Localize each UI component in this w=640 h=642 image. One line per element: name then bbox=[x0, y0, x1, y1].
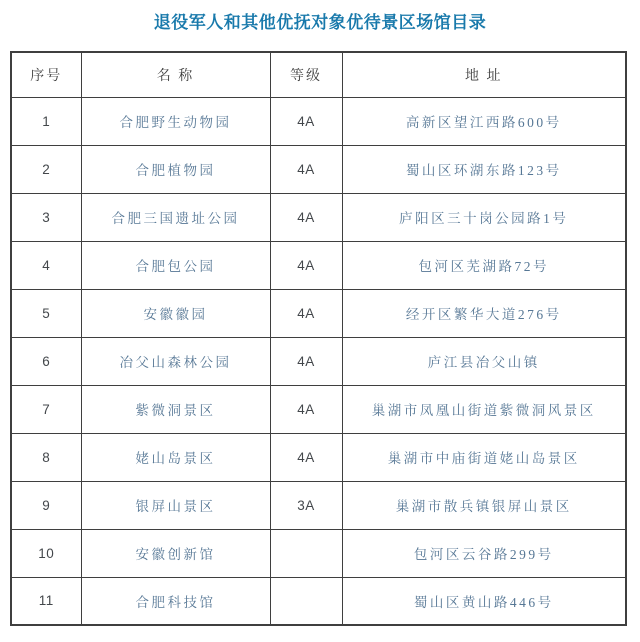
header-grade: 等级 bbox=[270, 52, 342, 97]
cell-address: 蜀山区黄山路446号 bbox=[342, 577, 626, 625]
cell-grade: 4A bbox=[270, 337, 342, 385]
cell-name: 合肥植物园 bbox=[81, 145, 270, 193]
cell-no: 3 bbox=[11, 193, 81, 241]
table-row bbox=[11, 577, 626, 625]
table-row bbox=[11, 145, 626, 193]
cell-grade: 4A bbox=[270, 385, 342, 433]
cell-address: 高新区望江西路600号 bbox=[342, 97, 626, 145]
header-address: 地 址 bbox=[342, 52, 626, 97]
cell-no: 8 bbox=[11, 433, 81, 481]
cell-name: 安徽创新馆 bbox=[81, 529, 270, 577]
cell-name: 银屏山景区 bbox=[81, 481, 270, 529]
directory-table bbox=[10, 51, 627, 626]
cell-no: 2 bbox=[11, 145, 81, 193]
table-row bbox=[11, 97, 626, 145]
cell-name: 紫微洞景区 bbox=[81, 385, 270, 433]
cell-address: 包河区云谷路299号 bbox=[342, 529, 626, 577]
cell-name: 安徽徽园 bbox=[81, 289, 270, 337]
cell-grade: 4A bbox=[270, 145, 342, 193]
table-row bbox=[11, 385, 626, 433]
cell-no: 7 bbox=[11, 385, 81, 433]
page-title: 退役军人和其他优抚对象优待景区场馆目录 bbox=[153, 13, 487, 32]
cell-grade: 4A bbox=[270, 289, 342, 337]
table-body bbox=[11, 97, 626, 625]
cell-name: 合肥野生动物园 bbox=[81, 97, 270, 145]
header-name: 名 称 bbox=[81, 52, 270, 97]
cell-grade: 4A bbox=[270, 241, 342, 289]
cell-name: 冶父山森林公园 bbox=[81, 337, 270, 385]
cell-grade bbox=[270, 529, 342, 577]
table-row bbox=[11, 481, 626, 529]
cell-address: 庐阳区三十岗公园路1号 bbox=[342, 193, 626, 241]
cell-grade: 4A bbox=[270, 193, 342, 241]
cell-no: 11 bbox=[11, 577, 81, 625]
cell-no: 10 bbox=[11, 529, 81, 577]
cell-address: 蜀山区环湖东路123号 bbox=[342, 145, 626, 193]
table-row bbox=[11, 337, 626, 385]
table-row bbox=[11, 241, 626, 289]
cell-name: 合肥包公园 bbox=[81, 241, 270, 289]
cell-no: 5 bbox=[11, 289, 81, 337]
cell-grade: 4A bbox=[270, 433, 342, 481]
cell-grade: 3A bbox=[270, 481, 342, 529]
cell-name: 姥山岛景区 bbox=[81, 433, 270, 481]
table-row bbox=[11, 193, 626, 241]
cell-address: 经开区繁华大道276号 bbox=[342, 289, 626, 337]
cell-address: 巢湖市散兵镇银屏山景区 bbox=[342, 481, 626, 529]
table-row bbox=[11, 529, 626, 577]
cell-name: 合肥科技馆 bbox=[81, 577, 270, 625]
cell-no: 6 bbox=[11, 337, 81, 385]
header-no: 序号 bbox=[11, 52, 81, 97]
cell-address: 庐江县冶父山镇 bbox=[342, 337, 626, 385]
cell-no: 1 bbox=[11, 97, 81, 145]
cell-name: 合肥三国遗址公园 bbox=[81, 193, 270, 241]
header-row bbox=[11, 52, 626, 97]
cell-grade bbox=[270, 577, 342, 625]
cell-address: 巢湖市中庙街道姥山岛景区 bbox=[342, 433, 626, 481]
table-row bbox=[11, 289, 626, 337]
cell-address: 巢湖市凤凰山街道紫微洞风景区 bbox=[342, 385, 626, 433]
cell-grade: 4A bbox=[270, 97, 342, 145]
table-row bbox=[11, 433, 626, 481]
cell-no: 9 bbox=[11, 481, 81, 529]
cell-no: 4 bbox=[11, 241, 81, 289]
cell-address: 包河区芜湖路72号 bbox=[342, 241, 626, 289]
